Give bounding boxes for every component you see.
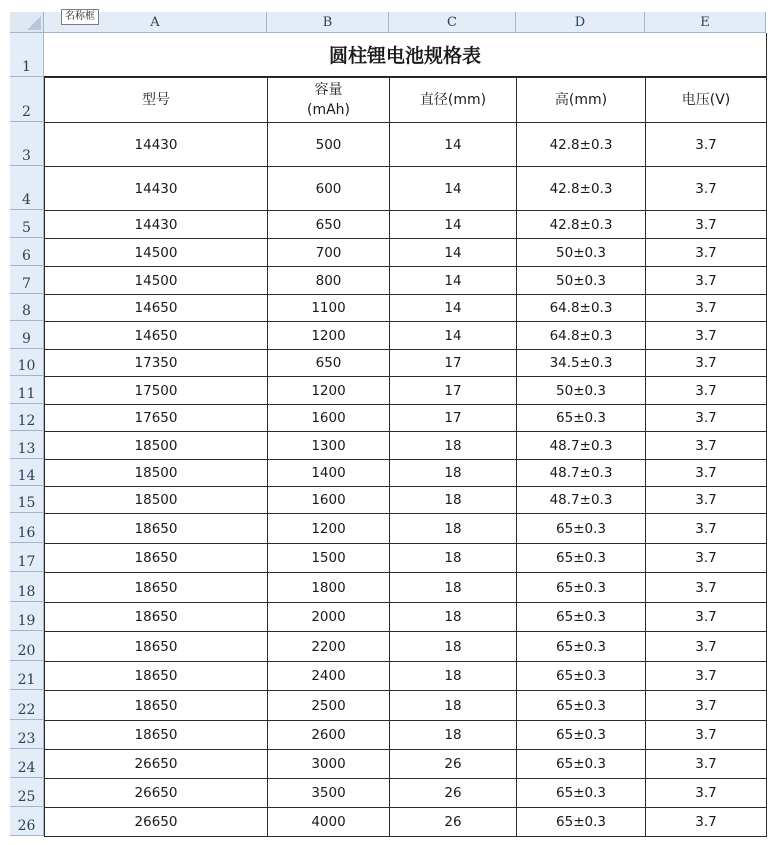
cell-diameter[interactable]: 18: [390, 544, 517, 573]
cell-model[interactable]: 18650: [45, 514, 268, 544]
select-all-triangle-icon: [27, 16, 41, 30]
row-header-7[interactable]: 7: [10, 266, 44, 294]
cell-model[interactable]: 26650: [45, 750, 268, 779]
table-row: [45, 432, 767, 460]
table-row: [45, 267, 767, 295]
table-row: [45, 750, 767, 779]
cell-height[interactable]: 42.8±0.3: [517, 123, 646, 167]
cell-diameter[interactable]: 17: [390, 350, 517, 377]
cell-diameter[interactable]: 14: [390, 123, 517, 167]
column-header-e[interactable]: E: [645, 12, 766, 33]
cell-height[interactable]: 65±0.3: [517, 405, 646, 432]
cell-height[interactable]: 65±0.3: [517, 779, 646, 808]
cell-capacity[interactable]: 2200: [268, 632, 390, 662]
table-row: [45, 123, 767, 167]
header-diameter[interactable]: 直径(mm): [390, 78, 517, 123]
cell-voltage[interactable]: 3.7: [646, 750, 767, 779]
cell-capacity[interactable]: 500: [268, 123, 390, 167]
cell-model[interactable]: 18650: [45, 662, 268, 691]
cell-voltage[interactable]: 3.7: [646, 808, 767, 837]
row-header-9[interactable]: 9: [10, 321, 44, 349]
cell-diameter[interactable]: 26: [390, 779, 517, 808]
cell-height[interactable]: 42.8±0.3: [517, 167, 646, 211]
table-row: [45, 211, 767, 239]
cell-model[interactable]: 18500: [45, 487, 268, 514]
cell-height[interactable]: 42.8±0.3: [517, 211, 646, 239]
row-header-12[interactable]: 12: [10, 404, 44, 431]
cell-diameter[interactable]: 18: [390, 662, 517, 691]
cell-model[interactable]: 14430: [45, 211, 268, 239]
cell-height[interactable]: 48.7±0.3: [517, 460, 646, 487]
row-header-20[interactable]: 20: [10, 631, 44, 661]
row-header-24[interactable]: 24: [10, 749, 44, 778]
cell-height[interactable]: 65±0.3: [517, 603, 646, 632]
table-row: [45, 350, 767, 377]
column-header-d[interactable]: D: [516, 12, 645, 33]
cell-height[interactable]: 50±0.3: [517, 377, 646, 405]
cell-voltage[interactable]: 3.7: [646, 603, 767, 632]
cell-voltage[interactable]: 3.7: [646, 211, 767, 239]
cell-model[interactable]: 26650: [45, 808, 268, 837]
cell-height[interactable]: 65±0.3: [517, 544, 646, 573]
cell-model[interactable]: 14430: [45, 167, 268, 211]
table-row: [45, 460, 767, 487]
cell-diameter[interactable]: 17: [390, 405, 517, 432]
cell-voltage[interactable]: 3.7: [646, 432, 767, 460]
cell-model[interactable]: 18650: [45, 691, 268, 721]
row-header-14[interactable]: 14: [10, 459, 44, 486]
cell-height[interactable]: 48.7±0.3: [517, 487, 646, 514]
row-header-26[interactable]: 26: [10, 807, 44, 836]
cell-diameter[interactable]: 17: [390, 377, 517, 405]
cell-height[interactable]: 34.5±0.3: [517, 350, 646, 377]
table-row: [45, 544, 767, 573]
row-header-15[interactable]: 15: [10, 486, 44, 513]
cell-height[interactable]: 64.8±0.3: [517, 322, 646, 350]
cell-capacity[interactable]: 1600: [268, 487, 390, 514]
cell-voltage[interactable]: 3.7: [646, 691, 767, 721]
row-header-18[interactable]: 18: [10, 572, 44, 602]
row-header-8[interactable]: 8: [10, 294, 44, 321]
cell-model[interactable]: 18650: [45, 573, 268, 603]
cell-model[interactable]: 17650: [45, 405, 268, 432]
row-header-21[interactable]: 21: [10, 661, 44, 690]
cell-voltage[interactable]: 3.7: [646, 350, 767, 377]
cell-model[interactable]: 14500: [45, 239, 268, 267]
cell-diameter[interactable]: 14: [390, 239, 517, 267]
cell-capacity[interactable]: 3000: [268, 750, 390, 779]
cell-voltage[interactable]: 3.7: [646, 632, 767, 662]
cell-diameter[interactable]: 18: [390, 691, 517, 721]
cell-capacity[interactable]: 2600: [268, 721, 390, 750]
battery-spec-table: [44, 77, 767, 837]
cell-voltage[interactable]: 3.7: [646, 239, 767, 267]
row-header-1[interactable]: 1: [10, 33, 44, 77]
row-header-17[interactable]: 17: [10, 543, 44, 572]
cell-height[interactable]: 64.8±0.3: [517, 295, 646, 322]
table-row: [45, 487, 767, 514]
cell-height[interactable]: 65±0.3: [517, 514, 646, 544]
cell-diameter[interactable]: 18: [390, 632, 517, 662]
cell-diameter[interactable]: 14: [390, 322, 517, 350]
cell-diameter[interactable]: 18: [390, 603, 517, 632]
cell-model[interactable]: 26650: [45, 779, 268, 808]
column-header-a[interactable]: A: [44, 12, 267, 33]
header-voltage[interactable]: 电压(V): [646, 78, 767, 123]
table-row: [45, 721, 767, 750]
cell-model[interactable]: 14650: [45, 295, 268, 322]
cell-capacity[interactable]: 2400: [268, 662, 390, 691]
table-row: [45, 632, 767, 662]
cell-voltage[interactable]: 3.7: [646, 295, 767, 322]
cell-diameter[interactable]: 18: [390, 432, 517, 460]
table-row: [45, 573, 767, 603]
cell-model[interactable]: 14430: [45, 123, 268, 167]
cell-height[interactable]: 65±0.3: [517, 662, 646, 691]
table-row: [45, 405, 767, 432]
cell-capacity[interactable]: 3500: [268, 779, 390, 808]
row-header-2[interactable]: 2: [10, 77, 44, 122]
cell-height[interactable]: 48.7±0.3: [517, 432, 646, 460]
cell-voltage[interactable]: 3.7: [646, 167, 767, 211]
sheet-title[interactable]: 圆柱锂电池规格表: [44, 33, 766, 77]
cell-voltage[interactable]: 3.7: [646, 573, 767, 603]
table-row: [45, 377, 767, 405]
cell-voltage[interactable]: 3.7: [646, 514, 767, 544]
row-header-11[interactable]: 11: [10, 376, 44, 404]
table-row: [45, 295, 767, 322]
cell-diameter[interactable]: 14: [390, 211, 517, 239]
cell-diameter[interactable]: 18: [390, 573, 517, 603]
cell-diameter[interactable]: 18: [390, 460, 517, 487]
cell-capacity[interactable]: 600: [268, 167, 390, 211]
row-header-25[interactable]: 25: [10, 778, 44, 807]
cell-capacity[interactable]: 650: [268, 211, 390, 239]
header-row: [45, 78, 767, 123]
cell-capacity[interactable]: 800: [268, 267, 390, 295]
row-header-10[interactable]: 10: [10, 349, 44, 376]
table-row: [45, 808, 767, 837]
cell-capacity[interactable]: 1400: [268, 460, 390, 487]
cell-height[interactable]: 50±0.3: [517, 239, 646, 267]
cell-diameter[interactable]: 14: [390, 167, 517, 211]
cell-diameter[interactable]: 14: [390, 295, 517, 322]
table-row: [45, 239, 767, 267]
cell-capacity[interactable]: 1200: [268, 322, 390, 350]
cell-model[interactable]: 14500: [45, 267, 268, 295]
cell-voltage[interactable]: 3.7: [646, 405, 767, 432]
cell-model[interactable]: 18650: [45, 721, 268, 750]
cell-capacity[interactable]: 1300: [268, 432, 390, 460]
cell-voltage[interactable]: 3.7: [646, 267, 767, 295]
table-row: [45, 167, 767, 211]
cell-height[interactable]: 65±0.3: [517, 691, 646, 721]
column-header-b[interactable]: B: [267, 12, 389, 33]
row-header-6[interactable]: 6: [10, 238, 44, 266]
cell-height[interactable]: 65±0.3: [517, 721, 646, 750]
cell-model[interactable]: 18650: [45, 603, 268, 632]
cell-voltage[interactable]: 3.7: [646, 662, 767, 691]
cell-capacity[interactable]: 1600: [268, 405, 390, 432]
cell-capacity[interactable]: 1100: [268, 295, 390, 322]
cell-capacity[interactable]: 1800: [268, 573, 390, 603]
cell-diameter[interactable]: 18: [390, 721, 517, 750]
table-row: [45, 603, 767, 632]
table-row: [45, 779, 767, 808]
header-capacity-unit: (mAh): [306, 102, 350, 118]
cell-model[interactable]: 17500: [45, 377, 268, 405]
row-header-5[interactable]: 5: [10, 210, 44, 238]
name-box-tooltip: 名称框: [61, 9, 99, 25]
cell-capacity[interactable]: 650: [268, 350, 390, 377]
header-capacity-label: 容量: [314, 82, 343, 98]
row-header-22[interactable]: 22: [10, 690, 44, 720]
cell-height[interactable]: 65±0.3: [517, 750, 646, 779]
cell-diameter[interactable]: 26: [390, 750, 517, 779]
header-model[interactable]: 型号: [45, 78, 268, 123]
cell-voltage[interactable]: 3.7: [646, 779, 767, 808]
row-header-16[interactable]: 16: [10, 513, 44, 543]
cell-height[interactable]: 65±0.3: [517, 632, 646, 662]
column-header-c[interactable]: C: [389, 12, 516, 33]
cell-model[interactable]: 18650: [45, 632, 268, 662]
cell-voltage[interactable]: 3.7: [646, 721, 767, 750]
cell-model[interactable]: 14650: [45, 322, 268, 350]
row-header-19[interactable]: 19: [10, 602, 44, 631]
table-row: [45, 691, 767, 721]
cell-voltage[interactable]: 3.7: [646, 123, 767, 167]
cell-voltage[interactable]: 3.7: [646, 460, 767, 487]
cell-diameter[interactable]: 14: [390, 267, 517, 295]
cell-height[interactable]: 65±0.3: [517, 808, 646, 837]
select-all-corner[interactable]: [10, 12, 44, 33]
cell-voltage[interactable]: 3.7: [646, 322, 767, 350]
table-row: [45, 322, 767, 350]
cell-model[interactable]: 18650: [45, 544, 268, 573]
row-header-3[interactable]: 3: [10, 122, 44, 166]
cell-model[interactable]: 17350: [45, 350, 268, 377]
table-row: [45, 514, 767, 544]
cell-height[interactable]: 50±0.3: [517, 267, 646, 295]
cell-capacity[interactable]: 4000: [268, 808, 390, 837]
header-capacity[interactable]: [268, 78, 390, 123]
cell-voltage[interactable]: 3.7: [646, 544, 767, 573]
cell-diameter[interactable]: 26: [390, 808, 517, 837]
cell-height[interactable]: 65±0.3: [517, 573, 646, 603]
cell-capacity[interactable]: 1500: [268, 544, 390, 573]
cell-capacity[interactable]: 700: [268, 239, 390, 267]
cell-diameter[interactable]: 18: [390, 487, 517, 514]
cell-capacity[interactable]: 1200: [268, 514, 390, 544]
cell-capacity[interactable]: 1200: [268, 377, 390, 405]
header-height[interactable]: 高(mm): [517, 78, 646, 123]
cell-capacity[interactable]: 2500: [268, 691, 390, 721]
table-row: [45, 662, 767, 691]
row-header-23[interactable]: 23: [10, 720, 44, 749]
cell-diameter[interactable]: 18: [390, 514, 517, 544]
cell-model[interactable]: 18500: [45, 432, 268, 460]
cell-capacity[interactable]: 2000: [268, 603, 390, 632]
cell-model[interactable]: 18500: [45, 460, 268, 487]
cell-voltage[interactable]: 3.7: [646, 487, 767, 514]
cell-voltage[interactable]: 3.7: [646, 377, 767, 405]
row-header-4[interactable]: 4: [10, 166, 44, 210]
row-header-13[interactable]: 13: [10, 431, 44, 459]
